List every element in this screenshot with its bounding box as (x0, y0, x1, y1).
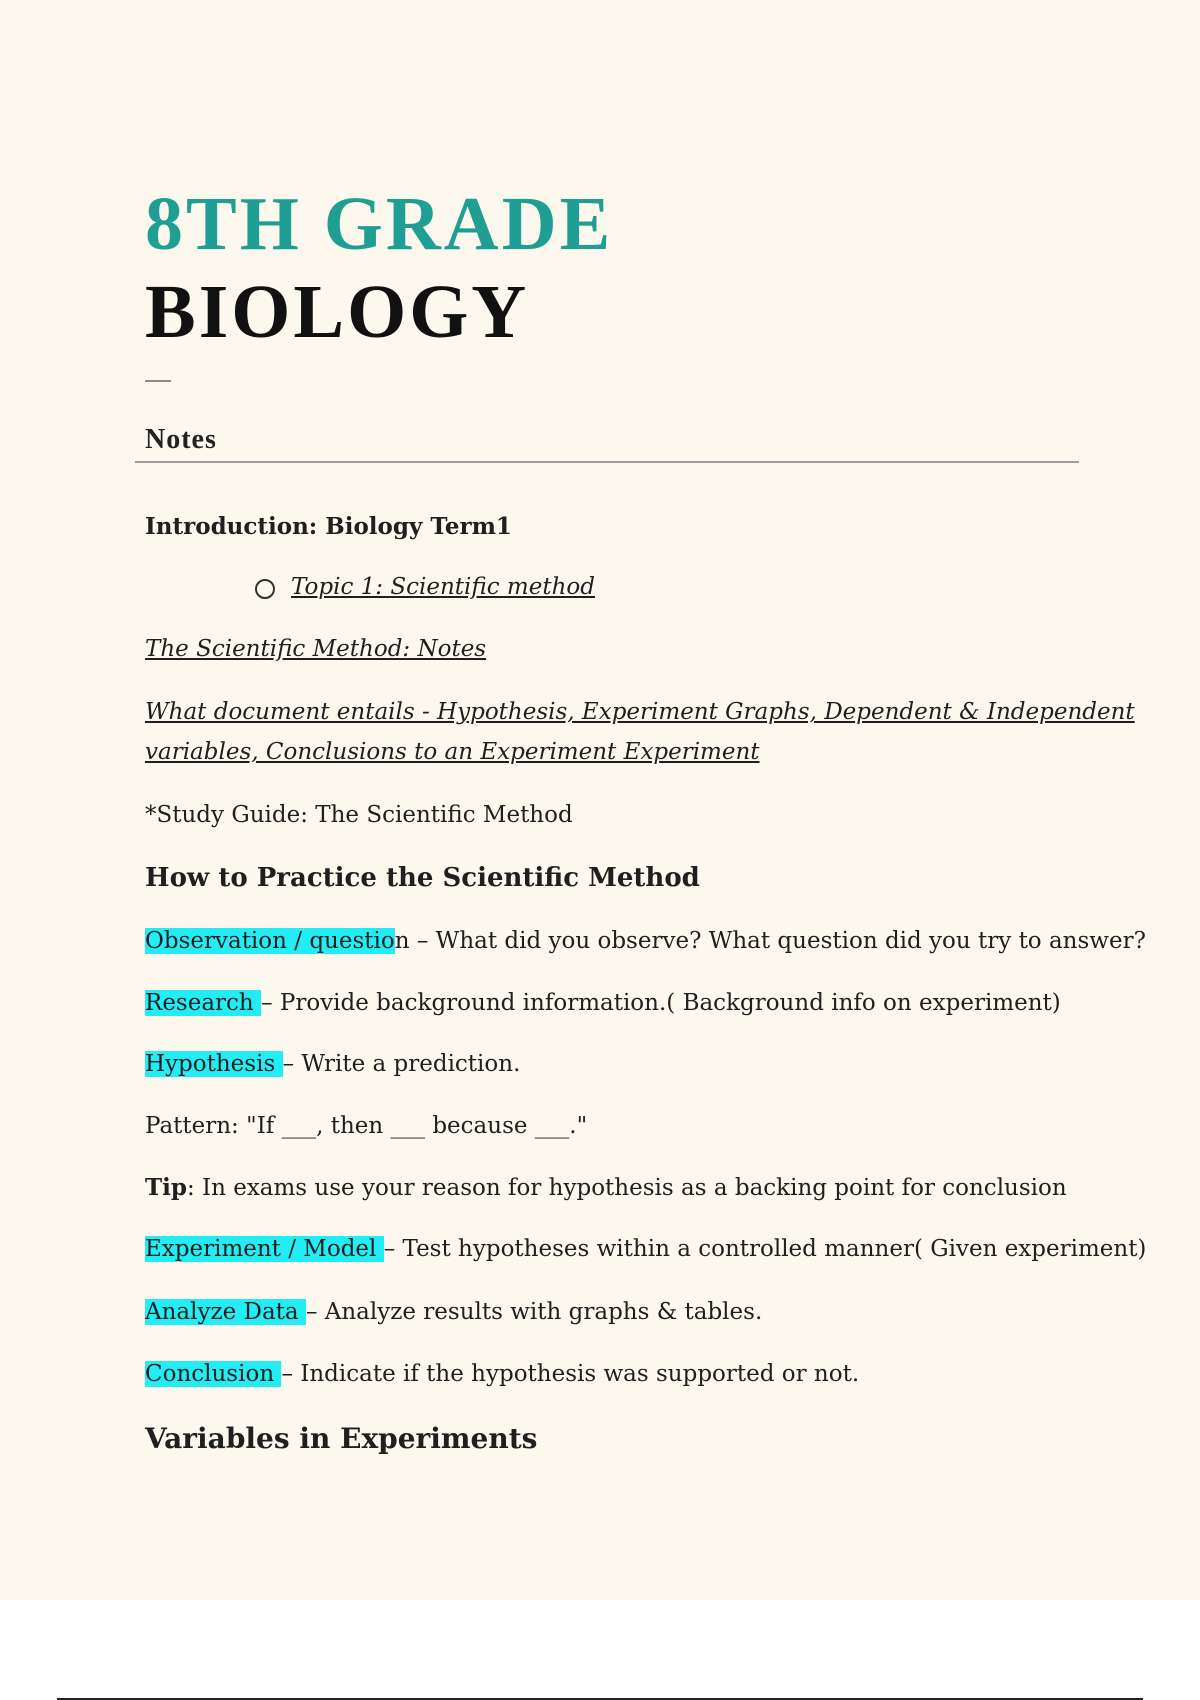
step-description: – Write a prediction. (282, 1051, 521, 1077)
step-experiment (145, 1234, 1146, 1264)
step-description: – What did you observe? What question did you try to answer? (409, 928, 1146, 954)
term-tail: n (394, 928, 410, 954)
topic-link[interactable]: Topic 1: Scientific method (291, 574, 595, 600)
step-description: – Provide background information.( Background info on experiment) (261, 990, 1061, 1016)
highlighted-term: Analyze Data (145, 1299, 306, 1325)
notes-link[interactable]: The Scientific Method: Notes (145, 636, 487, 662)
highlighted-term: Conclusion (145, 1361, 282, 1387)
hollow-circle-bullet-icon (255, 579, 275, 599)
step-conclusion (145, 1359, 859, 1389)
practice-heading: How to Practice the Scientific Method (145, 863, 700, 893)
step-research (145, 988, 1061, 1018)
highlighted-term: Observation / questio (145, 928, 395, 954)
step-description: – Test hypotheses within a controlled manner( Given experiment) (383, 1236, 1147, 1262)
tip-text: : In exams use your reason for hypothesis as a backing point for conclusion (186, 1175, 1067, 1201)
title-grade: 8TH GRADE (145, 182, 614, 266)
tip-label: Tip (145, 1174, 187, 1201)
tip-line (145, 1173, 1067, 1203)
title-dash-divider (145, 380, 171, 382)
step-hypothesis (145, 1049, 520, 1079)
intro-heading: Introduction: Biology Term1 (145, 513, 512, 540)
step-description: – Analyze results with graphs & tables. (305, 1299, 763, 1325)
step-analyze-data (145, 1297, 762, 1327)
notes-section-rule (135, 461, 1079, 463)
notes-section-heading: Notes (145, 424, 217, 455)
step-observation (145, 926, 1146, 956)
highlighted-term: Research (145, 990, 262, 1016)
entails-link-line-2[interactable]: variables, Conclusions to an Experiment Experiment (145, 739, 760, 765)
study-guide-text: *Study Guide: The Scientific Method (145, 802, 573, 828)
variables-heading: Variables in Experiments (145, 1422, 538, 1455)
highlighted-term: Hypothesis (145, 1051, 283, 1077)
entails-link-line-1[interactable]: What document entails - Hypothesis, Experiment Graphs, Dependent & Independent (145, 699, 1135, 725)
title-subject: BIOLOGY (145, 270, 530, 354)
step-description: – Indicate if the hypothesis was supported or not. (281, 1361, 860, 1387)
highlighted-term: Experiment / Model (145, 1236, 384, 1262)
hypothesis-pattern: Pattern: "If ___, then ___ because ___." (145, 1113, 588, 1139)
